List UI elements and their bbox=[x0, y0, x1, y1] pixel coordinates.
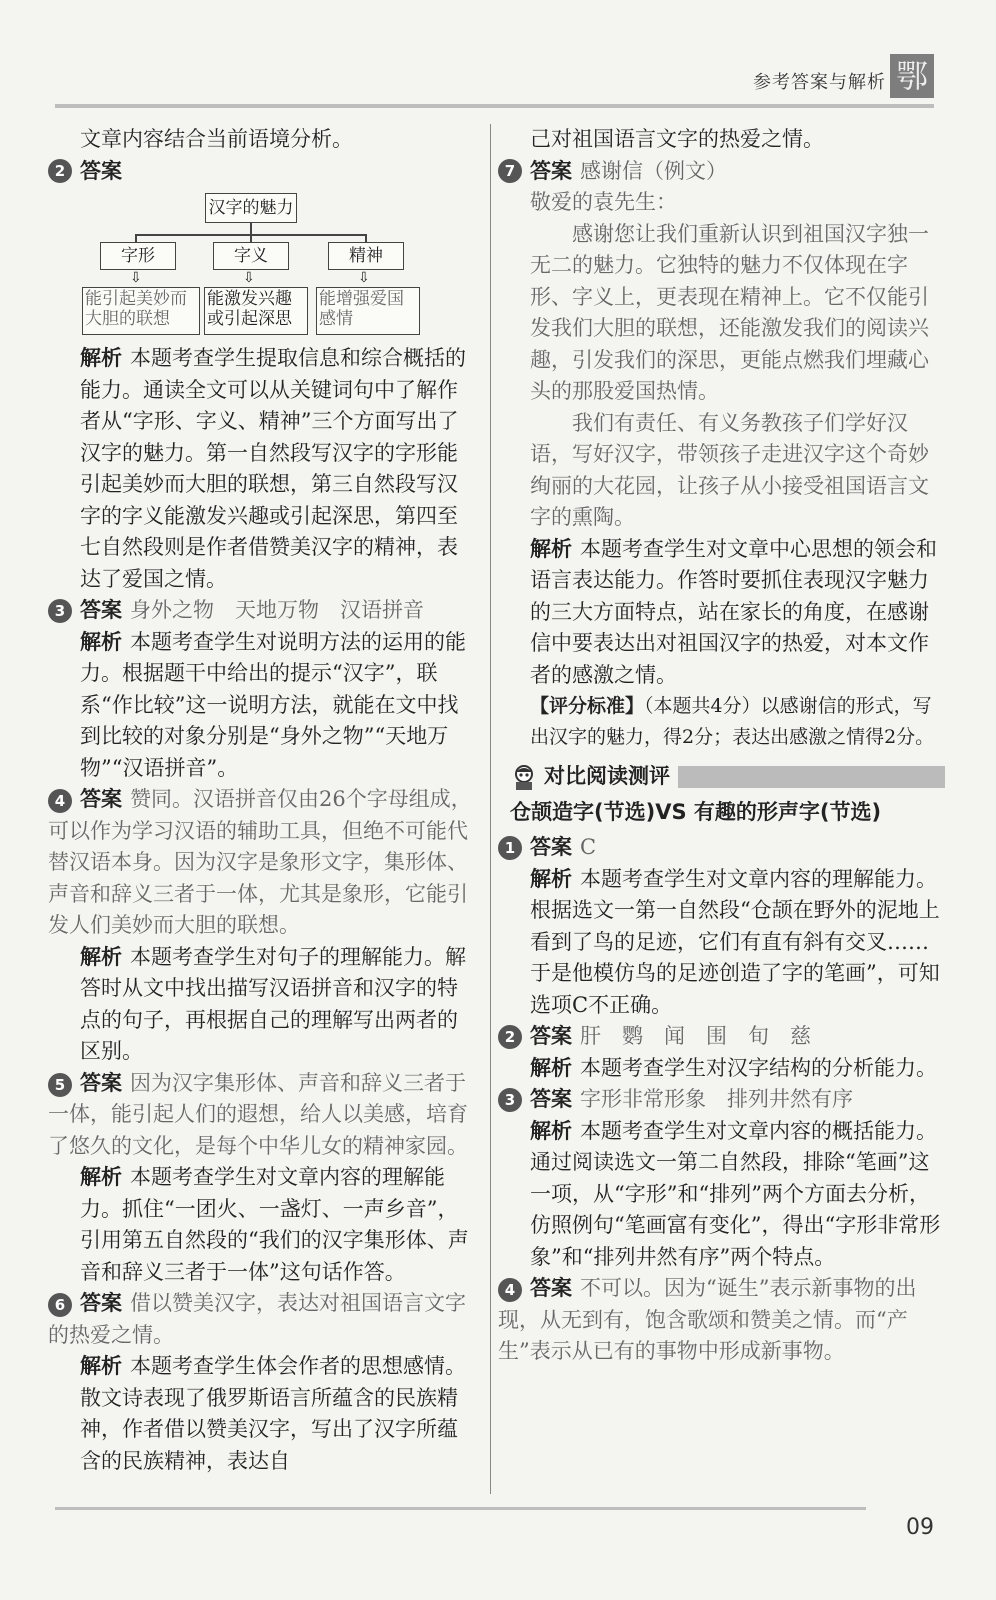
answer-label: 答案 bbox=[80, 598, 122, 622]
diagram-branch-spirit: 精神 bbox=[328, 242, 404, 270]
answer-text: 不可以。因为“诞生”表示新事物的出现，从无到有，饱含歌颂和赞美之情。而“产生”表示从已有的事物中形成新事物。 bbox=[498, 1276, 917, 1363]
diagram-root: 汉字的魅力 bbox=[205, 193, 297, 223]
continued-text: 己对祖国语言文字的热爱之情。 bbox=[530, 127, 824, 151]
answer-text: 身外之物 天地万物 汉语拼音 bbox=[130, 598, 424, 622]
analysis-label: 解析 bbox=[80, 1165, 122, 1189]
diagram-leaf-meaning: 能激发兴趣或引起深思 bbox=[204, 287, 308, 335]
header-badge: 鄂 bbox=[890, 54, 934, 98]
analysis-label: 解析 bbox=[530, 536, 572, 561]
scoring-label: 【评分标准】 bbox=[530, 695, 645, 717]
answer-label: 答案 bbox=[80, 1291, 122, 1315]
section-title: 对比阅读测评 bbox=[544, 764, 670, 788]
question-5 bbox=[48, 1068, 475, 1289]
diagram-branch-meaning: 字义 bbox=[213, 242, 289, 270]
analysis-text: 本题考查学生对说明方法的运用的能力。根据题干中给出的提示“汉字”，联系“作比较”这一说明方法，就能在文中找到比较的对象分别是“身外之物”“天地万物”“汉语拼音”。 bbox=[80, 629, 466, 780]
header-title: 参考答案与解析 bbox=[753, 72, 886, 93]
diagram-branch-shape: 字形 bbox=[100, 242, 176, 270]
section-header bbox=[510, 761, 945, 793]
answer-text: C bbox=[580, 835, 597, 859]
question-7 bbox=[504, 156, 945, 754]
hanzi-charm-diagram bbox=[80, 191, 475, 343]
answer-text: 赞同。汉语拼音仅由26个字母组成，可以作为学习汉语的辅助工具，但绝不可能代替汉语本身。因为汉字是象形文字，集形体、声音和辞义三者于一体，尤其是象形，它能引发人们美妙而大胆的联想。 bbox=[48, 787, 472, 937]
intro-text: 文章内容结合当前语境分析。 bbox=[80, 127, 353, 151]
analysis-text: 本题考查学生对汉字结构的分析能力。 bbox=[580, 1055, 937, 1080]
answer-label: 答案 bbox=[80, 158, 122, 183]
diagram-leaf-spirit: 能增强爱国感情 bbox=[316, 287, 420, 335]
question-number: 6 bbox=[48, 1293, 72, 1317]
analysis-label: 解析 bbox=[530, 1055, 572, 1080]
analysis-label: 解析 bbox=[80, 944, 122, 969]
question-number: 4 bbox=[48, 789, 72, 813]
analysis-text: 本题考查学生提取信息和综合概括的能力。通读全文可以从关键词句中了解作者从“字形、字义、精神”三个方面写出了汉字的魅力。第一自然段写汉字的字形能引起美妙而大胆的联想，第三自然段写汉字的字义能激发兴趣或引起深思，第四至七自然段则是作者借赞美汉字的精神，表达了爱国之情。 bbox=[80, 346, 466, 591]
analysis-label: 解析 bbox=[530, 866, 572, 891]
section-subtitle: 仓颉造字(节选)VS 有趣的形声字(节选) bbox=[510, 799, 882, 824]
question-4 bbox=[48, 784, 475, 1068]
question-number: 2 bbox=[48, 159, 72, 183]
arrow-down-icon: ⇩ bbox=[243, 270, 255, 286]
answer-text: 字形非常形象 排列井然有序 bbox=[580, 1087, 853, 1111]
header-rule bbox=[55, 104, 934, 108]
section-question-4 bbox=[498, 1273, 945, 1368]
letter-salutation: 敬爱的袁先生： bbox=[530, 190, 677, 214]
page-number: 09 bbox=[906, 1515, 934, 1540]
question-number: 4 bbox=[498, 1278, 522, 1302]
arrow-down-icon: ⇩ bbox=[130, 270, 142, 286]
answer-label: 答案 bbox=[530, 835, 572, 859]
answer-label: 答案 bbox=[80, 1070, 122, 1095]
analysis-text: 本题考查学生对文章中心思想的领会和语言表达能力。作答时要抓住表现汉字魅力的三大方面特点，站在家长的角度，在感谢信中要表达出对祖国汉字的热爱，对本文作者的感激之情。 bbox=[530, 536, 937, 687]
analysis-text: 本题考查学生体会作者的思想感情。散文诗表现了俄罗斯语言所蕴含的民族精神，作者借以赞美汉字，写出了汉字所蕴含的民族精神，表达自 bbox=[80, 1354, 466, 1473]
answer-label: 答案 bbox=[530, 1276, 572, 1300]
column-divider bbox=[490, 124, 491, 1494]
question-number: 2 bbox=[498, 1025, 522, 1049]
analysis-text: 本题考查学生对文章内容的理解能力。根据选文一第一自然段“仓颉在野外的泥地上看到了鸟的足迹，它们有直有斜有交叉……于是他模仿鸟的足迹创造了字的笔画”，可知选项C不正确。 bbox=[530, 866, 940, 1017]
section-question-3 bbox=[504, 1084, 945, 1273]
question-number: 7 bbox=[498, 159, 522, 183]
answer-label: 答案 bbox=[530, 158, 572, 183]
analysis-label: 解析 bbox=[80, 1354, 122, 1378]
diagram-leaf-shape: 能引起美妙而大胆的联想 bbox=[82, 287, 200, 335]
scoring-text: （本题共4分）以感谢信的形式，写出汉字的魅力，得2分；表达出感激之情得2分。 bbox=[530, 695, 935, 748]
analysis-label: 解析 bbox=[530, 1118, 572, 1143]
footer-rule bbox=[55, 1507, 866, 1510]
answer-text: 肝 鹦 闻 围 旬 慈 bbox=[580, 1024, 811, 1048]
answer-label: 答案 bbox=[80, 787, 122, 811]
right-column bbox=[498, 124, 945, 1368]
answer-text: 因为汉字集形体、声音和辞义三者于一体，能引起人们的遐想，给人以美感，培育了悠久的文化，是每个中华儿女的精神家园。 bbox=[48, 1070, 468, 1158]
question-number: 3 bbox=[48, 599, 72, 623]
question-3 bbox=[54, 595, 475, 784]
section-question-1 bbox=[504, 832, 945, 1021]
question-2 bbox=[54, 156, 475, 596]
arrow-down-icon: ⇩ bbox=[358, 270, 370, 286]
answer-label: 答案 bbox=[530, 1024, 572, 1048]
left-column bbox=[48, 124, 475, 1477]
section-question-2 bbox=[504, 1021, 945, 1084]
question-6 bbox=[48, 1288, 475, 1477]
letter-paragraph-2: 我们有责任、有义务教孩子们学好汉语，写好汉字，带领孩子走进汉字这个奇妙绚丽的大花园，让孩子从小接受祖国语言文字的熏陶。 bbox=[530, 410, 929, 529]
analysis-label: 解析 bbox=[80, 346, 122, 370]
analysis-text: 本题考查学生对文章内容的理解能力。抓住“一团火、一盏灯、一声乡音”，引用第五自然段的“我们的汉字集形体、声音和辞义三者于一体”这句话作答。 bbox=[80, 1165, 469, 1284]
question-number: 3 bbox=[498, 1088, 522, 1112]
analysis-text: 本题考查学生对文章内容的概括能力。通过阅读选文一第二自然段，排除“笔画”这一项，从“字形”和“排列”两个方面去分析，仿照例句“笔画富有变化”，得出“字形非常形象”和“排列井然有序”两个特点。 bbox=[530, 1118, 941, 1269]
analysis-text: 本题考查学生对句子的理解能力。解答时从文中找出描写汉语拼音和汉字的特点的句子，再根据自己的理解写出两者的区别。 bbox=[80, 944, 466, 1063]
analysis-label: 解析 bbox=[80, 629, 122, 654]
answer-text: 借以赞美汉字，表达对祖国语言文字的热爱之情。 bbox=[48, 1291, 466, 1347]
answer-text: 感谢信（例文） bbox=[580, 158, 727, 183]
answer-label: 答案 bbox=[530, 1087, 572, 1111]
section-bar bbox=[678, 766, 945, 788]
question-number: 1 bbox=[498, 836, 522, 860]
question-number: 5 bbox=[48, 1073, 72, 1097]
letter-paragraph-1: 感谢您让我们重新认识到祖国汉字独一无二的魅力。它独特的魅力不仅体现在字形、字义上，更表现在精神上。它不仅能引发我们大胆的联想，还能激发我们的阅读兴趣，引发我们的深思，更能点燃我们埋藏心头的那股爱国热情。 bbox=[530, 221, 929, 403]
student-reading-icon bbox=[510, 763, 538, 791]
